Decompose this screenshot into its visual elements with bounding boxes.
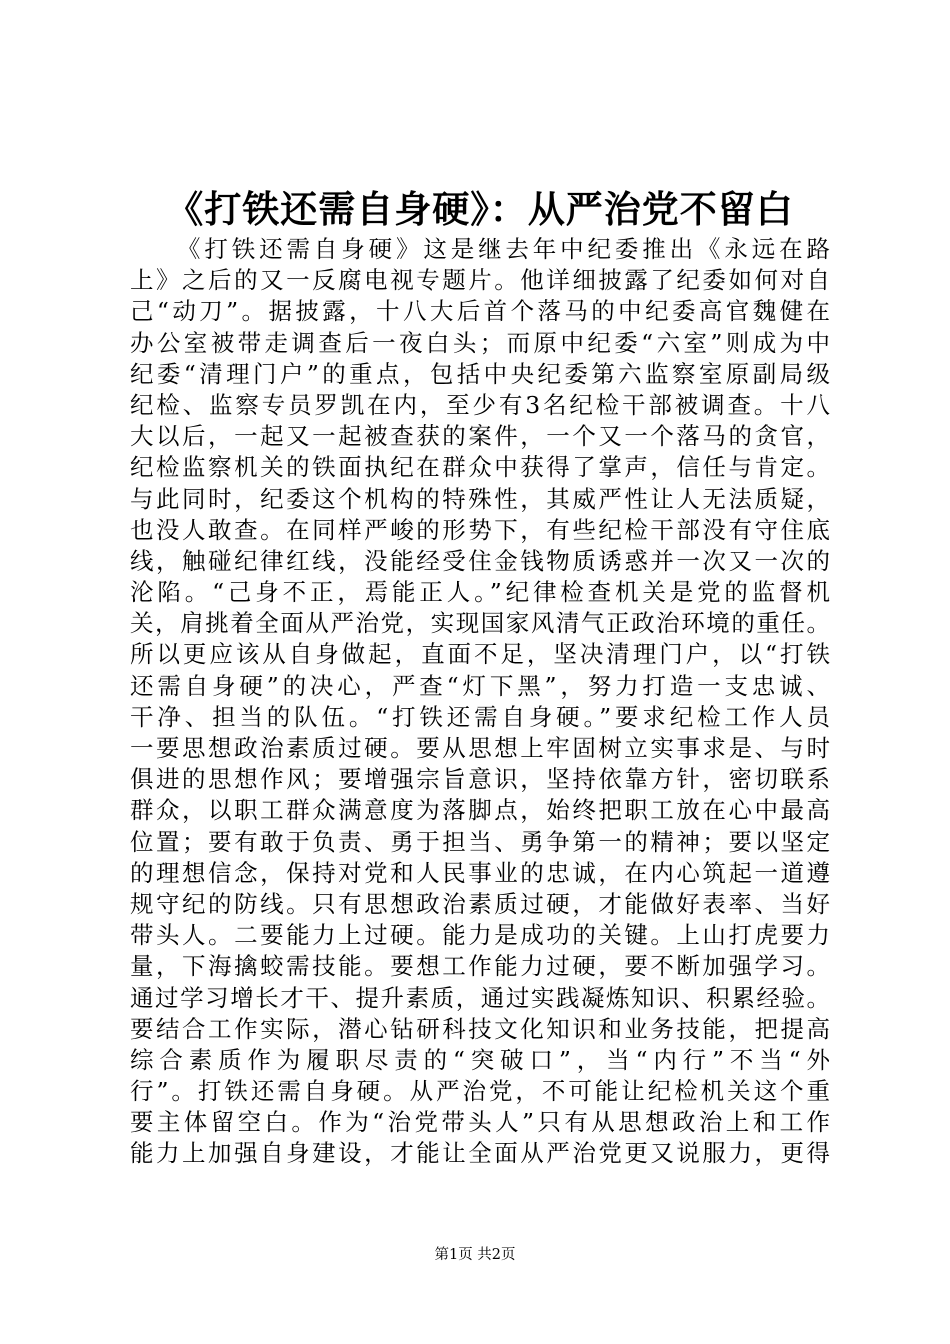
body-line: 纪检监察机关的铁面执纪在群众中获得了掌声，信任与肯定。 <box>130 453 830 482</box>
body-line: 的理想信念，保持对党和人民事业的忠诚，在内心筑起一道遵 <box>130 858 830 887</box>
body-line: 上》之后的又一反腐电视专题片。他详细披露了纪委如何对自 <box>130 266 830 295</box>
body-line: 己“动刀”。据披露，十八大后首个落马的中纪委高官魏健在 <box>130 297 830 326</box>
body-line: 干净、担当的队伍。“打铁还需自身硬。”要求纪检工作人员 <box>130 702 830 731</box>
body-line: 纪委“清理门户”的重点，包括中央纪委第六监察室原副局级 <box>130 359 830 388</box>
body-line: 线，触碰纪律红线，没能经受住金钱物质诱惑并一次又一次的 <box>130 546 830 575</box>
body-line: 通过学习增长才干、提升素质，通过实践凝炼知识、积累经验。 <box>130 983 830 1012</box>
body-line: 沦陷。“己身不正，焉能正人。”纪律检查机关是党的监督机 <box>130 578 830 607</box>
body-line: 纪检、监察专员罗凯在内，至少有3名纪检干部被调查。十八 <box>130 390 830 419</box>
body-line: 还需自身硬”的决心，严查“灯下黑”，努力打造一支忠诚、 <box>130 671 830 700</box>
body-line: 综合素质作为履职尽责的“突破口”，当“内行”不当“外 <box>130 1045 830 1074</box>
body-line: 能力上加强自身建设，才能让全面从严治党更又说服力，更得 <box>130 1139 830 1168</box>
body-line: 要结合工作实际，潜心钻研科技文化知识和业务技能，把提高 <box>130 1014 830 1043</box>
body-line: 要主体留空白。作为“治党带头人”只有从思想政治上和工作 <box>130 1108 830 1137</box>
body-line: 行”。打铁还需自身硬。从严治党，不可能让纪检机关这个重 <box>130 1077 830 1106</box>
body-line: 《打铁还需自身硬》这是继去年中纪委推出《永远在路 <box>177 235 830 263</box>
body-line: 俱进的思想作风；要增强宗旨意识，坚持依靠方针，密切联系 <box>130 765 830 794</box>
body-line: 所以更应该从自身做起，直面不足，坚决清理门户，以“打铁 <box>130 640 830 669</box>
body-line: 办公室被带走调查后一夜白头；而原中纪委“六室”则成为中 <box>130 328 830 357</box>
body-line: 规守纪的防线。只有思想政治素质过硬，才能做好表率、当好 <box>130 889 830 918</box>
body-line: 关，肩挑着全面从严治党，实现国家风清气正政治环境的重任。 <box>130 609 830 638</box>
page-footer: 第1页 共2页 <box>434 1247 516 1263</box>
document-title: 《打铁还需自身硬》：从严治党不留白 <box>166 187 794 231</box>
body-line: 量，下海擒蛟需技能。要想工作能力过硬，要不断加强学习。 <box>130 952 830 981</box>
body-line: 带头人。二要能力上过硬。能力是成功的关键。上山打虎要力 <box>130 921 830 950</box>
body-line: 位置；要有敢于负责、勇于担当、勇争第一的精神；要以坚定 <box>130 827 830 856</box>
body-line: 一要思想政治素质过硬。要从思想上牢固树立实事求是、与时 <box>130 734 830 762</box>
body-line: 群众，以职工群众满意度为落脚点，始终把职工放在心中最高 <box>130 796 830 825</box>
document-body <box>130 234 830 1170</box>
body-line: 与此同时，纪委这个机构的特殊性，其威严性让人无法质疑， <box>130 484 830 513</box>
body-line: 也没人敢查。在同样严峻的形势下，有些纪检干部没有守住底 <box>130 515 830 544</box>
body-line: 大以后，一起又一起被查获的案件，一个又一个落马的贪官， <box>130 422 830 451</box>
